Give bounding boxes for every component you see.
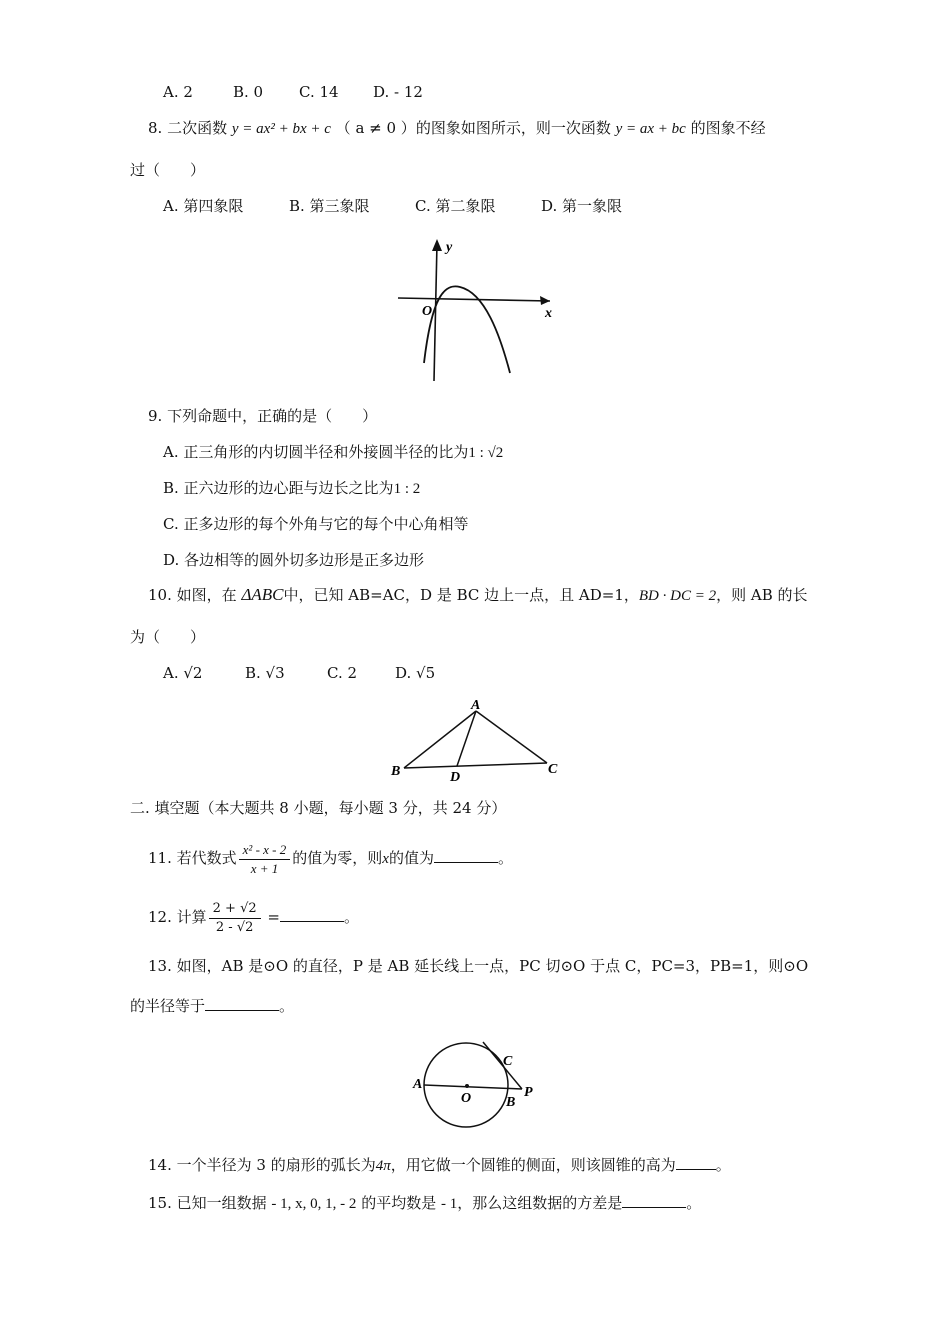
vertex-b-label: B <box>391 764 401 779</box>
q15-answer-blank[interactable] <box>622 1193 686 1208</box>
q9-option-b-ratio: 1 : 2 <box>393 481 421 497</box>
q15-text2: 的平均数是 <box>361 1194 437 1212</box>
q12-answer-blank[interactable] <box>280 907 344 922</box>
q11-answer-blank[interactable] <box>434 848 498 863</box>
q8-option-b: B. 第三象限 <box>289 197 370 215</box>
q11-text3: 的值为 <box>388 849 434 867</box>
q15-mean: - 1 <box>440 1196 458 1212</box>
y-label: y <box>446 240 453 255</box>
x-label: x <box>545 306 552 321</box>
q9-option-b-text: B. 正六边形的边心距与边长之比为 <box>163 479 394 497</box>
q10-stem-cont: 为（ ） <box>130 628 206 646</box>
q10-formula: BD · DC = 2 <box>638 588 717 604</box>
q12 <box>148 897 359 937</box>
q11-number: 11. <box>148 849 172 867</box>
q8-option-d: D. 第一象限 <box>541 197 623 215</box>
q10-number: 10. <box>148 586 172 604</box>
q9-option-b <box>163 478 420 499</box>
q10-text3: ，则 AB 的长 <box>716 586 808 604</box>
q8-text3: 的图象不经 <box>690 119 766 137</box>
q14 <box>148 1155 731 1176</box>
q10-option-b: B. √3 <box>245 664 285 682</box>
q11-text2: 的值为零，则 <box>292 849 383 867</box>
q7-option-d: D. - 12 <box>373 83 423 101</box>
q13-stem: 13. 如图，AB 是⊙O 的直径，P 是 AB 延长线上一点，PC 切⊙O 于点 C，PC=3，PB=1，则⊙O <box>148 957 809 975</box>
q10-triangle-figure <box>385 695 565 790</box>
q10-text1: 如图，在 <box>176 586 237 604</box>
side-ab <box>404 711 476 768</box>
q13-circle-figure <box>405 1038 545 1138</box>
q15-data: - 1, x, 0, 1, - 2 <box>271 1196 357 1212</box>
q15-text3: ，那么这组数据的方差是 <box>457 1194 623 1212</box>
q15-end: 。 <box>686 1194 702 1212</box>
q8-formula-quadratic: y = ax² + bx + c <box>231 121 331 137</box>
origin-label: O <box>422 304 433 319</box>
side-ac <box>476 711 547 763</box>
q14-answer-blank[interactable] <box>676 1155 716 1170</box>
q11-text1: 若代数式 <box>176 849 237 867</box>
q11 <box>148 838 513 879</box>
point-b-label: B <box>506 1095 516 1110</box>
q8-option-c: C. 第二象限 <box>415 197 496 215</box>
x-axis <box>398 298 550 301</box>
point-a-label: A <box>413 1077 423 1092</box>
q8-condition: （ a ≠ 0 ） <box>335 119 416 137</box>
q9-option-a-text: A. 正三角形的内切圆半径和外接圆半径的比为 <box>163 443 469 461</box>
q15-text1: 15. 已知一组数据 <box>148 1194 267 1212</box>
section-fill-in-header: 二. 填空题（本大题共 8 小题，每小题 3 分，共 24 分） <box>130 799 507 817</box>
q10-stem <box>148 585 808 606</box>
q12-end: 。 <box>344 908 360 926</box>
center-o-label: O <box>461 1091 472 1106</box>
q7-option-b: B. 0 <box>233 83 264 101</box>
q7-option-a: A. 2 <box>163 83 193 101</box>
q8-text2: 的图象如图所示，则一次函数 <box>415 119 611 137</box>
point-c-label: C <box>503 1054 513 1069</box>
q10-option-a: A. √2 <box>163 664 203 682</box>
q8-text1: 二次函数 <box>167 119 228 137</box>
q9-stem: 9. 下列命题中，正确的是（ ） <box>148 407 378 425</box>
q10-triangle: ΔABC <box>241 585 284 604</box>
q13-end: 。 <box>279 997 295 1015</box>
q12-fraction <box>209 900 261 937</box>
q10-option-c: C. 2 <box>327 664 358 682</box>
q15 <box>148 1193 701 1214</box>
q8-stem-cont: 过（ ） <box>130 161 206 179</box>
q13-stem-cont <box>130 996 294 1016</box>
q11-fraction <box>239 841 291 878</box>
q11-variable: x <box>382 851 389 867</box>
q8-options <box>163 196 622 216</box>
q14-arc-length: 4π <box>375 1158 391 1174</box>
q7-options <box>163 82 423 102</box>
y-axis-arrow <box>432 239 442 251</box>
q8-stem <box>148 118 766 139</box>
q12-equals: = <box>267 908 280 926</box>
q11-numerator: x² - x - 2 <box>239 841 291 860</box>
q12-number: 12. <box>148 908 172 926</box>
q14-text1: 14. 一个半径为 3 的扇形的弧长为 <box>148 1156 376 1174</box>
q12-denominator: 2 - √2 <box>215 919 254 935</box>
q12-text1: 计算 <box>176 908 207 926</box>
q8-option-a: A. 第四象限 <box>163 197 244 215</box>
q7-option-c: C. 14 <box>299 83 339 101</box>
q8-formula-linear: y = ax + bc <box>615 121 686 137</box>
center-point <box>465 1084 469 1088</box>
q8-parabola-figure <box>390 235 560 385</box>
x-axis-arrow <box>540 296 550 305</box>
q8-number: 8. <box>148 119 163 137</box>
q14-end: 。 <box>715 1156 731 1174</box>
q12-numerator: 2 + √2 <box>209 900 261 919</box>
vertex-c-label: C <box>548 762 558 777</box>
q10-text2: 中，已知 AB=AC，D 是 BC 边上一点，且 AD=1， <box>283 586 639 604</box>
q11-end: 。 <box>497 849 513 867</box>
q9-option-c: C. 正多边形的每个外角与它的每个中心角相等 <box>163 515 469 533</box>
point-d-label: D <box>450 770 461 785</box>
point-p-label: P <box>524 1085 533 1100</box>
q9-option-a <box>163 442 503 463</box>
q13-text2: 的半径等于 <box>130 997 206 1015</box>
side-bc <box>404 763 547 768</box>
q14-text2: ，用它做一个圆锥的侧面，则该圆锥的高为 <box>390 1156 676 1174</box>
q10-option-d: D. √5 <box>395 664 436 682</box>
q9-option-a-ratio: 1 : √2 <box>468 445 504 461</box>
q11-denominator: x + 1 <box>250 860 279 876</box>
q13-answer-blank[interactable] <box>205 996 279 1011</box>
q9-option-d: D. 各边相等的圆外切多边形是正多边形 <box>163 551 425 569</box>
vertex-a-label: A <box>471 698 481 713</box>
q10-options <box>163 663 435 683</box>
